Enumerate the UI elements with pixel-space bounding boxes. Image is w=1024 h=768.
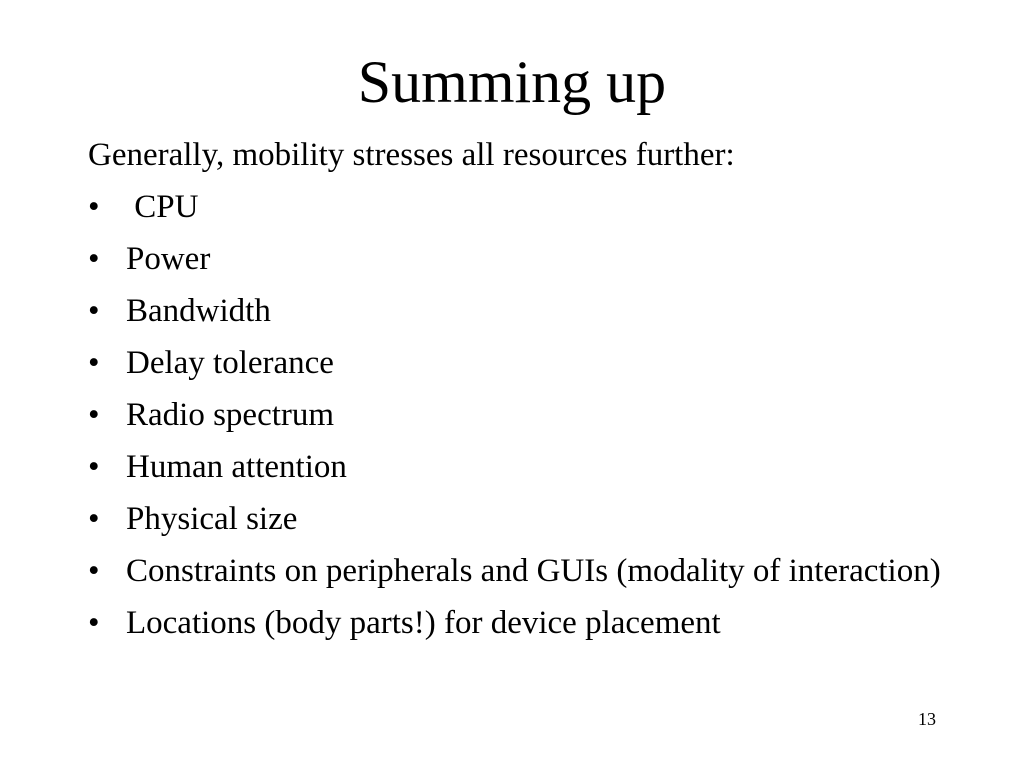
bullet-icon: • xyxy=(88,553,100,589)
list-item-text: Radio spectrum xyxy=(126,397,335,433)
list-item-text: CPU xyxy=(126,189,199,225)
list-item xyxy=(88,601,948,645)
bullet-icon: • xyxy=(88,605,100,641)
slide-title: Summing up xyxy=(357,49,667,115)
bullet-list xyxy=(88,185,948,645)
list-item-text: Human attention xyxy=(126,449,347,485)
list-item xyxy=(88,549,948,593)
list-item xyxy=(88,445,948,489)
list-item-text: Power xyxy=(126,241,211,277)
bullet-icon: • xyxy=(88,189,100,225)
list-item xyxy=(88,497,948,541)
list-item xyxy=(88,393,948,437)
bullet-icon: • xyxy=(88,397,100,433)
slide-body xyxy=(88,133,948,653)
list-item-text: Locations (body parts!) for device placement xyxy=(126,605,721,641)
list-item xyxy=(88,341,948,385)
list-item xyxy=(88,185,948,229)
bullet-icon: • xyxy=(88,293,100,329)
list-item-text: Physical size xyxy=(126,501,298,537)
list-item-text: Bandwidth xyxy=(126,293,271,329)
list-item-text: Delay tolerance xyxy=(126,345,334,381)
list-item-text: Constraints on peripherals and GUIs (modality of interaction) xyxy=(126,553,941,589)
bullet-icon: • xyxy=(88,449,100,485)
bullet-icon: • xyxy=(88,241,100,277)
bullet-icon: • xyxy=(88,345,100,381)
list-item xyxy=(88,237,948,281)
bullet-icon: • xyxy=(88,501,100,537)
intro-text: Generally, mobility stresses all resources further: xyxy=(88,137,735,173)
list-item xyxy=(88,289,948,333)
page-number: 13 xyxy=(918,709,936,729)
